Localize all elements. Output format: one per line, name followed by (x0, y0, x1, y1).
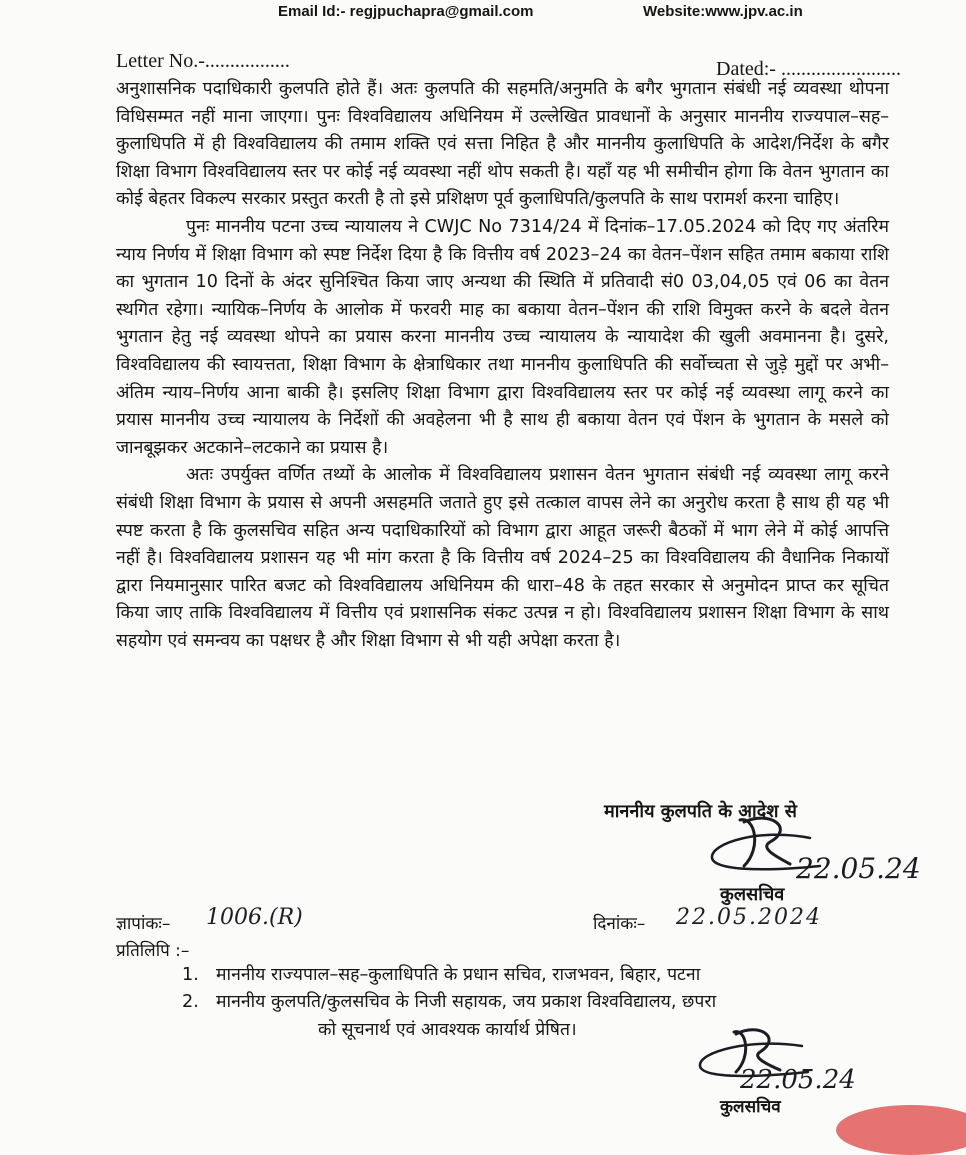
letter-date: Dated:- ........................ (716, 58, 901, 80)
list-item (182, 962, 892, 989)
list-item-text: माननीय कुलपति/कुलसचिव के निजी सहायक, जय प्रकाश विश्वविद्यालय, छपरा (216, 992, 717, 1012)
copy-to-label: प्रतिलिपि :– (116, 941, 190, 961)
memo-ref-number: 1006.(R) (206, 905, 303, 930)
signature-date: 22.05.24 (796, 852, 921, 885)
letter-body (116, 76, 889, 655)
copy-recipient-list (182, 962, 892, 1016)
memo-date-label: दिनांकः– (593, 914, 646, 934)
body-paragraph: अतः उपर्युक्त वर्णित तथ्यों के आलोक में विश्वविद्यालय प्रशासन वेतन भुगतान संबंधी नई व्यवस्था लागू करने संबंधी शिक्षा विभाग के प्रयास से अपनी असहमति जताते हुए इसे तत्काल वापस लेने का अनुरोध करता है साथ ही यह भी स्पष्ट करता है कि कुलसचिव सहित अन्य पदाधिकारियों को विभाग द्वारा आहूत जरूरी बैठकों में भाग लेने में कोई आपत्ति नहीं है। विश्वविद्यालय प्रशासन यह भी मांग करता है कि वित्तीय वर्ष 2024–25 का विश्वविद्यालय की वैधानिक निकायों द्वारा नियमानुसार पारित बजट को विश्वविद्यालय अधिनियम की धारा–48 के तहत सरकार से अनुमोदन प्राप्त कर सूचित किया जाए ताकि विश्वविद्यालय में वित्तीय एवं प्रशासनिक संकट उत्पन्न न हो। विश्वविद्यालय प्रशासन शिक्षा विभाग के साथ सहयोग एवं समन्वय का पक्षधर है और शिक्षा विभाग से भी यही अपेक्षा करता है। (116, 465, 889, 651)
list-item (182, 989, 892, 1016)
by-order-line: माननीय कुलपति के आदेश से (604, 801, 797, 822)
forwarding-note: को सूचनार्थ एवं आवश्यक कार्यार्थ प्रेषित। (318, 1020, 577, 1040)
letterhead-email: Email Id:- regjpuchapra@gmail.com (278, 3, 534, 20)
letterhead-website: Website:www.jpv.ac.in (643, 3, 803, 20)
list-item-number: 1. (182, 965, 199, 985)
list-item-number: 2. (182, 992, 199, 1012)
letter-number: Letter No.-................. (116, 50, 290, 72)
memo-ref-label: ज्ञापांकः– (116, 914, 171, 934)
registrar-designation: कुलसचिव (720, 884, 785, 905)
seal-stamp (836, 1105, 966, 1155)
registrar-designation-2: कुलसचिव (720, 1097, 781, 1117)
registrar-signature-graphic (700, 808, 966, 888)
body-paragraph: अनुशासनिक पदाधिकारी कुलपति होते हैं। अतः कुलपति की सहमति/अनुमति के बगैर भुगतान संबंधी नई व्यवस्था थोपना विधिसम्मत नहीं माना जाएगा। पुनः विश्वविद्यालय अधिनियम में उल्लेखित प्रावधानों के अनुसार माननीय राज्यपाल–सह–कुलाधिपति में ही विश्वविद्यालय की तमाम शक्ति एवं सत्ता निहित है और माननीय कुलाधिपति के आदेश/निर्देश के बगैर शिक्षा विभाग विश्वविद्यालय स्तर पर कोई नई व्यवस्था नहीं थोप सकती है। यहाँ यह भी समीचीन होगा कि वेतन भुगतान का कोई बेहतर विकल्प सरकार प्रस्तुत करती है तो इसे प्रशिक्षण पूर्व कुलाधिपति/कुलपति के साथ परामर्श करना चाहिए। (116, 79, 889, 210)
registrar-signature-graphic-2 (690, 1022, 940, 1098)
body-paragraph: पुनः माननीय पटना उच्च न्यायालय ने CWJC No 7314/24 में दिनांक–17.05.2024 को दिए गए अंतरिम न्याय निर्णय में शिक्षा विभाग को स्पष्ट निर्देश दिया है कि वित्तीय वर्ष 2023–24 का वेतन–पेंशन सहित तमाम बकाया राशि का भुगतान 10 दिनों के अंदर सुनिश्चित किया जाए अन्यथा की स्थिति में प्रतिवादी सं0 03,04,05 एवं 06 का वेतन स्थगित रहेगा। न्यायिक–निर्णय के आलोक में फरवरी माह का बकाया वेतन–पेंशन की राशि विमुक्त करने के बदले वेतन भुगतान हेतु नई व्यवस्था थोपने का प्रयास करना माननीय उच्च न्यायालय के न्यायादेश की खुली अवमानना है। दुसरे, विश्वविद्यालय की स्वायत्तता, शिक्षा विभाग के क्षेत्राधिकार तथा माननीय कुलाधिपति की सर्वोच्चता से जुड़े मुद्दों पर अभी–अंतिम न्याय–निर्णय आना बाकी है। इसलिए शिक्षा विभाग द्वारा विश्वविद्यालय स्तर पर कोई नई व्यवस्था लागू करने का प्रयास माननीय उच्च न्यायालय के निर्देशों की अवहेलना भी है साथ ही बकाया वेतन एवं पेंशन के भुगतान के मसले को जानबूझकर अटकाने–लटकाने का प्रयास है। (116, 216, 889, 458)
signature-date-2: 22.05.24 (740, 1065, 856, 1095)
letterhead-contact-line (278, 0, 898, 22)
memo-date-value: 22.05.2024 (676, 905, 822, 930)
list-item-text: माननीय राज्यपाल–सह–कुलाधिपति के प्रधान सचिव, राजभवन, बिहार, पटना (216, 965, 701, 985)
